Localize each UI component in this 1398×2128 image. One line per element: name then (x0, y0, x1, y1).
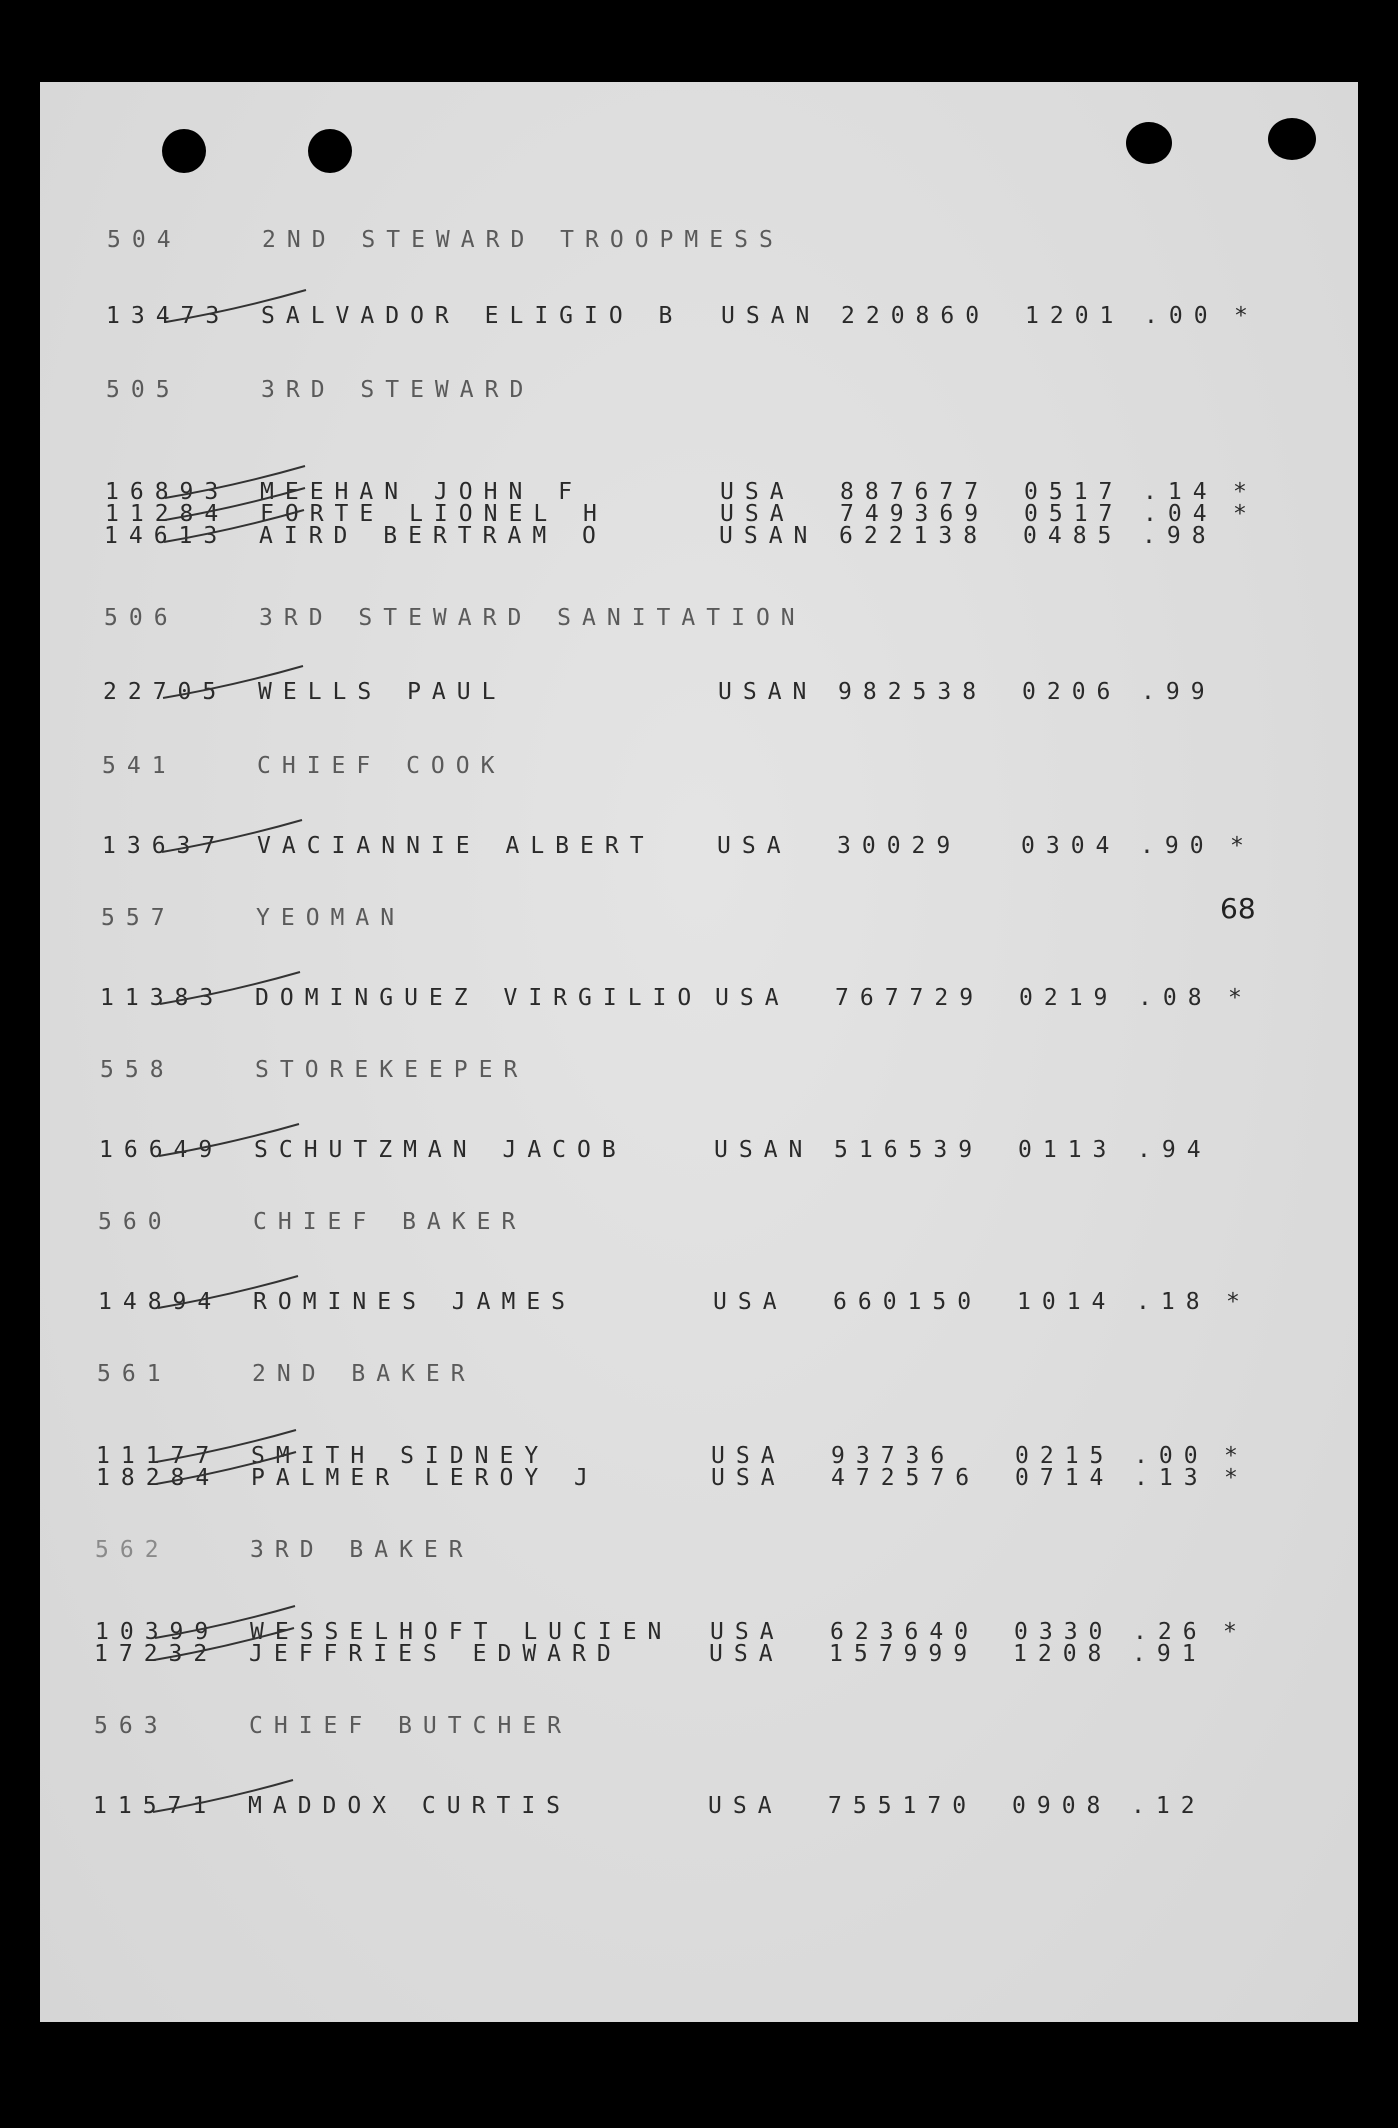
entry-id: 13637 (102, 833, 227, 859)
check-stroke (164, 510, 304, 542)
entry-number: 623640 (830, 1619, 980, 1645)
entry-citizenship: USAN (719, 523, 819, 549)
section-title: CHIEF BAKER (253, 1209, 527, 1235)
entry-id: 14894 (98, 1289, 223, 1315)
section-title: 3RD STEWARD (261, 377, 535, 403)
entry-star-mark: * (1228, 985, 1253, 1011)
entry-name: SMITH SIDNEY (251, 1443, 550, 1469)
entry-name: WESSELHOFT LUCIEN (250, 1619, 673, 1645)
entry-star-mark: * (1233, 501, 1258, 527)
entry-name: AIRD BERTRAM O (259, 523, 607, 549)
entry-number: 30029 (837, 833, 962, 859)
entry-amount: .90 (1140, 833, 1215, 859)
entry-name: MADDOX CURTIS (248, 1793, 572, 1819)
entry-citizenship: USA (715, 985, 790, 1011)
section-code: 561 (97, 1361, 172, 1387)
entry-id: 11284 (105, 501, 230, 527)
section-code: 560 (98, 1209, 173, 1235)
entry-number: 220860 (841, 303, 991, 329)
entry-id: 16893 (105, 479, 230, 505)
entry-date: 0113 (1018, 1137, 1118, 1163)
entry-amount: .04 (1143, 501, 1218, 527)
section-code: 541 (102, 753, 177, 779)
entry-star-mark: * (1234, 303, 1259, 329)
entry-number: 749369 (840, 501, 990, 527)
entry-id: 18284 (96, 1465, 221, 1491)
entry-name: JEFFRIES EDWARD (249, 1641, 622, 1667)
entry-citizenship: USA (720, 501, 795, 527)
entry-amount: .08 (1138, 985, 1213, 1011)
section-code: 562 (95, 1537, 170, 1563)
entry-id: 11571 (93, 1793, 218, 1819)
entry-amount: .00 (1134, 1443, 1209, 1469)
entry-citizenship: USA (711, 1443, 786, 1469)
entry-amount: .94 (1137, 1137, 1212, 1163)
entry-id: 11383 (100, 985, 225, 1011)
check-stroke (158, 1276, 298, 1308)
check-stroke (154, 1628, 294, 1660)
entry-amount: .98 (1142, 523, 1217, 549)
entry-number: 622138 (839, 523, 989, 549)
entry-name: MEEHAN JOHN F (260, 479, 584, 505)
entry-citizenship: USA (709, 1641, 784, 1667)
entry-id: 13473 (106, 303, 231, 329)
entry-citizenship: USAN (714, 1137, 814, 1163)
entry-date: 1014 (1017, 1289, 1117, 1315)
entry-amount: .18 (1136, 1289, 1211, 1315)
entry-name: PALMER LEROY J (251, 1465, 599, 1491)
entry-id: 22705 (103, 679, 228, 705)
entry-star-mark: * (1223, 1619, 1248, 1645)
entry-star-mark: * (1224, 1465, 1249, 1491)
section-title: YEOMAN (256, 905, 406, 931)
entry-date: 0304 (1021, 833, 1121, 859)
page-number-note: 68 (1220, 892, 1256, 925)
entry-citizenship: USA (710, 1619, 785, 1645)
entry-amount: .26 (1133, 1619, 1208, 1645)
check-marks (40, 82, 1358, 2022)
entry-name: SALVADOR ELIGIO B (261, 303, 684, 329)
entry-id: 16649 (99, 1137, 224, 1163)
entry-amount: .13 (1134, 1465, 1209, 1491)
section-code: 558 (100, 1057, 175, 1083)
section-title: CHIEF COOK (257, 753, 506, 779)
section-code: 563 (94, 1713, 169, 1739)
entry-number: 93736 (831, 1443, 956, 1469)
entry-number: 755170 (828, 1793, 978, 1819)
section-title: 2ND BAKER (252, 1361, 476, 1387)
check-stroke (156, 1452, 296, 1484)
check-stroke (160, 972, 300, 1004)
entry-amount: .91 (1132, 1641, 1207, 1667)
check-stroke (163, 666, 303, 698)
entry-date: 0219 (1019, 985, 1119, 1011)
entry-citizenship: USAN (718, 679, 818, 705)
section-code: 506 (104, 605, 179, 631)
entry-citizenship: USA (717, 833, 792, 859)
entry-number: 982538 (838, 679, 988, 705)
entry-date: 0215 (1015, 1443, 1115, 1469)
document-sheet (40, 82, 1358, 2022)
section-code: 504 (107, 227, 182, 253)
entry-citizenship: USA (711, 1465, 786, 1491)
entry-citizenship: USA (720, 479, 795, 505)
section-title: 3RD BAKER (250, 1537, 474, 1563)
entry-number: 660150 (833, 1289, 983, 1315)
entry-star-mark: * (1226, 1289, 1251, 1315)
entry-number: 157999 (829, 1641, 979, 1667)
check-stroke (162, 820, 302, 852)
entry-citizenship: USAN (721, 303, 821, 329)
entry-name: VACIANNIE ALBERT (257, 833, 655, 859)
entry-date: 0330 (1014, 1619, 1114, 1645)
entry-date: 0714 (1015, 1465, 1115, 1491)
entry-number: 767729 (835, 985, 985, 1011)
entry-date: 0485 (1023, 523, 1123, 549)
section-code: 505 (106, 377, 181, 403)
entry-date: 0517 (1024, 479, 1124, 505)
check-stroke (166, 290, 306, 322)
section-title: CHIEF BUTCHER (249, 1713, 573, 1739)
entry-id: 11177 (96, 1443, 221, 1469)
section-title: 3RD STEWARD SANITATION (259, 605, 806, 631)
section-title: STOREKEEPER (255, 1057, 529, 1083)
section-code: 557 (101, 905, 176, 931)
entry-date: 1208 (1013, 1641, 1113, 1667)
entry-star-mark: * (1224, 1443, 1249, 1469)
entry-date: 0908 (1012, 1793, 1112, 1819)
check-stroke (153, 1780, 293, 1812)
entry-citizenship: USA (708, 1793, 783, 1819)
section-title: 2ND STEWARD TROOPMESS (262, 227, 784, 253)
entry-date: 1201 (1025, 303, 1125, 329)
entry-date: 0206 (1022, 679, 1122, 705)
entry-amount: .99 (1141, 679, 1216, 705)
check-stroke (159, 1124, 299, 1156)
entry-amount: .00 (1144, 303, 1219, 329)
entry-name: ROMINES JAMES (253, 1289, 577, 1315)
entry-name: DOMINGUEZ VIRGILIO (255, 985, 703, 1011)
entry-name: FORTE LIONEL H (260, 501, 608, 527)
entry-amount: .14 (1143, 479, 1218, 505)
entry-amount: .12 (1131, 1793, 1206, 1819)
entry-name: WELLS PAUL (258, 679, 507, 705)
entry-citizenship: USA (713, 1289, 788, 1315)
entry-id: 10399 (95, 1619, 220, 1645)
entry-id: 17232 (94, 1641, 219, 1667)
entry-date: 0517 (1024, 501, 1124, 527)
entry-star-mark: * (1230, 833, 1255, 859)
entry-number: 887677 (840, 479, 990, 505)
entry-star-mark: * (1233, 479, 1258, 505)
entry-id: 14613 (104, 523, 229, 549)
entry-name: SCHUTZMAN JACOB (254, 1137, 627, 1163)
entry-number: 516539 (834, 1137, 984, 1163)
entry-number: 472576 (831, 1465, 981, 1491)
